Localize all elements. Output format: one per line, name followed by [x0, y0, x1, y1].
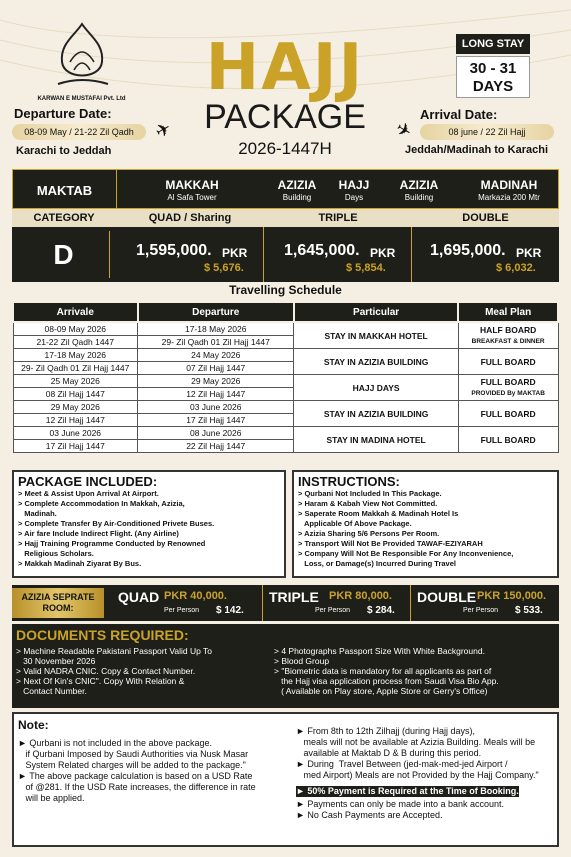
- documents-left-list: [16, 646, 271, 696]
- note-item: ► Payments can only be made into a bank account.: [296, 799, 505, 809]
- col-madinah: [459, 170, 559, 210]
- package-included-item: > Makkah Madinah Ziyarat By Bus.: [18, 559, 142, 568]
- document-item: > "Biometric data is mandatory for all applicants as part of: [274, 666, 492, 676]
- col-title: HAJJ: [338, 178, 370, 192]
- note-item: available at Maktab D & B during this period.: [296, 748, 482, 758]
- azizia-option: [262, 585, 408, 621]
- header-particular: Particular: [294, 302, 458, 322]
- meal-plan: [458, 427, 558, 453]
- azizia-option: [112, 585, 258, 621]
- note-box: [12, 712, 559, 847]
- plane-landing-icon: ✈: [392, 117, 416, 143]
- azizia-room-type: TRIPLE: [269, 589, 319, 605]
- price-currency: PKR: [370, 246, 396, 260]
- azizia-room-usd: $ 142.: [216, 605, 244, 616]
- instruction-item: > Haram & Kabah View Not Committed.: [298, 499, 438, 508]
- meal-plan-label: HALF BOARD: [480, 324, 537, 335]
- meal-plan: [458, 322, 558, 349]
- instruction-item: Applicable Of Above Package.: [298, 519, 412, 528]
- per-person-label: Per Person: [463, 607, 499, 614]
- note-item: ► 50% Payment is Required at the Time of Booking.: [296, 786, 519, 796]
- note-right-list: [296, 726, 558, 821]
- long-stay-badge: LONG STAY: [456, 34, 530, 54]
- departure-date: 03 June 2026: [138, 401, 294, 414]
- price-currency: PKR: [222, 246, 248, 260]
- arrival-label: Arrival Date:: [420, 107, 498, 122]
- col-azizia-1: [267, 170, 327, 210]
- schedule-row: [13, 427, 558, 440]
- azizia-room-label-2: ROOM:: [42, 603, 74, 613]
- instruction-item: > Transport Will Not Be Provided TAWAF-EZIYARAH: [298, 539, 483, 548]
- price-pkr: 1,695,000.: [430, 242, 506, 259]
- plane-takeoff-icon: ✈: [151, 117, 175, 143]
- col-title: MADINAH: [480, 178, 538, 192]
- departure-hijri-date: 12 Zil Hajj 1447: [138, 388, 294, 401]
- price-quad: [116, 227, 264, 282]
- stay-days-unit: DAYS: [472, 78, 514, 95]
- azizia-room-label: [12, 588, 104, 618]
- document-item: > 4 Photographs Passport Size With White Background.: [274, 646, 485, 656]
- schedule-table: [12, 301, 559, 453]
- departure-hijri-date: 07 Zil Hajj 1447: [138, 362, 294, 375]
- package-included-title: PACKAGE INCLUDED:: [18, 474, 158, 489]
- particular: STAY IN AZIZIA BUILDING: [294, 349, 458, 375]
- price-usd: $ 5,676.: [204, 262, 244, 274]
- document-item: the Hajj visa application process from Saudi Visa Bio App.: [274, 676, 499, 686]
- note-item: ► The above package calculation is based on a USD Rate: [18, 771, 253, 781]
- schedule-row: [13, 401, 558, 414]
- schedule-row: [13, 349, 558, 362]
- azizia-room-usd: $ 533.: [515, 605, 543, 616]
- meal-plan: [458, 375, 558, 401]
- particular: STAY IN MADINA HOTEL: [294, 427, 458, 453]
- meal-plan: [458, 401, 558, 427]
- arrival-hijri-date: 12 Zil Hajj 1447: [13, 414, 138, 427]
- col-sub: Days: [344, 193, 364, 202]
- instruction-item: Loss, or Damage(s) Incurred During Travel: [298, 559, 456, 568]
- note-item: of @281. If the USD Rate increases, the difference in rate: [18, 782, 256, 792]
- note-title: Note:: [18, 718, 49, 732]
- arrival-hijri-date: 29- Zil Qadh 01 Zil Hajj 1447: [13, 362, 138, 375]
- per-person-label: Per Person: [164, 607, 200, 614]
- room-type-double: DOUBLE: [462, 212, 509, 224]
- instruction-item: > Qurbani Not Included In This Package.: [298, 489, 442, 498]
- package-included-box: [12, 470, 286, 578]
- room-type-quad: QUAD / Sharing: [148, 212, 232, 224]
- azizia-room-pkr: PKR 150,000.: [477, 590, 547, 602]
- page-title: HAJJ: [205, 31, 365, 105]
- stay-days: [456, 56, 530, 98]
- particular: HAJJ DAYS: [294, 375, 458, 401]
- note-item: ► No Cash Payments are Accepted.: [296, 810, 443, 820]
- schedule-row: [13, 375, 558, 388]
- meal-plan: [458, 349, 558, 375]
- note-item: ► Qurbani is not included in the above package.: [18, 738, 213, 748]
- schedule-title: Travelling Schedule: [229, 283, 342, 297]
- price-currency: PKR: [516, 246, 542, 260]
- price-row: [12, 227, 559, 282]
- schedule-row: [13, 322, 558, 336]
- azizia-room-usd: $ 284.: [367, 605, 395, 616]
- documents-title: DOCUMENTS REQUIRED:: [16, 627, 189, 643]
- azizia-room-pkr: PKR 40,000.: [164, 590, 227, 602]
- instruction-item: > Company Will Not Be Responsible For Any Inconvenience,: [298, 549, 514, 558]
- col-azizia-2: [389, 170, 449, 210]
- departure-route: Karachi to Jeddah: [16, 145, 112, 157]
- azizia-room-pkr: PKR 80,000.: [329, 590, 392, 602]
- note-item: ► During Travel Between (jed-mak-med-jed Airport /: [296, 759, 508, 769]
- departure-date: 24 May 2026: [138, 349, 294, 362]
- particular: STAY IN MAKKAH HOTEL: [294, 322, 458, 349]
- document-item: 30 November 2026: [16, 656, 96, 666]
- note-left-list: [18, 738, 288, 804]
- particular: STAY IN AZIZIA BUILDING: [294, 401, 458, 427]
- arrival-date: 08-09 May 2026: [13, 322, 138, 336]
- arrival-date: 03 June 2026: [13, 427, 138, 440]
- meal-plan-label: FULL BOARD: [480, 434, 536, 445]
- package-included-item: Religious Scholars.: [18, 549, 94, 558]
- arrival-hijri-date: 08 Zil Hajj 1447: [13, 388, 138, 401]
- arrival-date: 08 june / 22 Zil Hajj: [420, 124, 554, 140]
- price-pkr: 1,595,000.: [136, 242, 212, 259]
- package-included-item: > Complete Accommodation In Makkah, Azizia,: [18, 499, 185, 508]
- col-sub: Markazia 200 Mtr: [478, 193, 540, 202]
- arrival-hijri-date: 17 Zil Hajj 1447: [13, 440, 138, 453]
- departure-date: 08-09 May / 21-22 Zil Qadh: [12, 124, 146, 140]
- year-label: 2026-1447H: [238, 139, 332, 158]
- document-item: > Valid NADRA CNIC. Copy & Contact Number.: [16, 666, 196, 676]
- document-item: Contact Number.: [16, 686, 87, 696]
- note-item: System Related charges will be added to the package.": [18, 760, 246, 770]
- instruction-item: > Azizia Sharing 5/6 Persons Per Room.: [298, 529, 440, 538]
- document-item: > Machine Readable Pakistani Passport Valid Up To: [16, 646, 213, 656]
- brand-name: KARWAN E MUSTAFAI Pvt. Ltd: [37, 96, 126, 102]
- instructions-box: [292, 470, 559, 578]
- note-item: med Airport) Meals are not Provided by the Hajj Company.": [296, 770, 539, 780]
- instructions-list: [298, 489, 553, 569]
- col-hajj: [329, 170, 379, 210]
- page-subtitle: PACKAGE: [204, 98, 366, 136]
- price-usd: $ 5,854.: [346, 262, 386, 274]
- note-item: ► From 8th to 12th Zilhajj (during Hajj days),: [296, 726, 475, 736]
- document-item: > Blood Group: [274, 656, 330, 666]
- col-sub: Building: [282, 193, 312, 202]
- price-usd: $ 6,032.: [496, 262, 536, 274]
- arrival-date: 25 May 2026: [13, 375, 138, 388]
- document-item: > Next Of Kin's CNIC". Copy With Relation &: [16, 676, 185, 686]
- category-label: CATEGORY: [33, 212, 95, 224]
- meal-plan-label: FULL BOARD: [480, 356, 536, 367]
- note-item: if Qurbani Imposed by Saudi Authorities via Nusk Masar: [18, 749, 249, 759]
- departure-hijri-date: 22 Zil Hajj 1447: [138, 440, 294, 453]
- price-triple: [264, 227, 412, 282]
- arrival-hijri-date: 21-22 Zil Qadh 1447: [13, 336, 138, 349]
- documents-box: [12, 624, 559, 708]
- col-makkah: [117, 170, 267, 210]
- maktab-cell: [13, 170, 117, 210]
- meal-plan-label: FULL BOARD: [480, 408, 536, 419]
- departure-label: Departure Date:: [14, 106, 112, 121]
- package-included-item: > Hajj Training Programme Conducted by Renowned: [18, 539, 206, 548]
- hotel-header-row: [12, 169, 559, 209]
- instruction-item: > Saperate Room Makkah & Madinah Hotel Is: [298, 509, 459, 518]
- azizia-room-bar: [12, 585, 559, 621]
- col-title: MAKKAH: [165, 178, 219, 192]
- header-arrival: Arrivale: [13, 302, 138, 322]
- price-double: [412, 227, 559, 282]
- documents-right-list: [274, 646, 557, 696]
- departure-date: 17-18 May 2026: [138, 322, 294, 336]
- departure-date: 29 May 2026: [138, 375, 294, 388]
- document-item: ( Available on Play store, Apple Store or Gerry's Office): [274, 686, 488, 696]
- meal-plan-note: BREAKFAST & DINNER: [471, 337, 545, 345]
- meal-plan-note: PROVIDED By MAKTAB: [471, 389, 545, 397]
- departure-hijri-date: 17 Zil Hajj 1447: [138, 414, 294, 427]
- package-included-item: > Meet & Assist Upon Arrival At Airport.: [18, 489, 159, 498]
- maktab-label: MAKTAB: [36, 183, 93, 198]
- arrival-date: 29 May 2026: [13, 401, 138, 414]
- note-item: meals will not be available at Azizia Building. Meals will be: [296, 737, 536, 747]
- col-title: AZIZIA: [399, 178, 439, 192]
- price-pkr: 1,645,000.: [284, 242, 360, 259]
- arrival-date: 17-18 May 2026: [13, 349, 138, 362]
- package-included-item: > Complete Transfer By Air-Conditioned Privete Buses.: [18, 519, 215, 528]
- stay-days-number: 30 - 31: [469, 60, 517, 77]
- package-included-item: Madinah.: [18, 509, 57, 518]
- category-row: [12, 209, 559, 227]
- room-type-triple: TRIPLE: [318, 212, 358, 224]
- header-meal-plan: Meal Plan: [458, 302, 558, 322]
- package-included-list: [18, 489, 280, 569]
- departure-date: 08 June 2026: [138, 427, 294, 440]
- col-sub: Building: [404, 193, 434, 202]
- header-departure: Departure: [138, 302, 294, 322]
- azizia-room-type: DOUBLE: [417, 589, 477, 605]
- category-value: D: [18, 231, 110, 278]
- azizia-room-type: QUAD: [118, 589, 160, 605]
- col-title: AZIZIA: [277, 178, 317, 192]
- azizia-room-label-1: AZIZIA SEPRATE: [21, 592, 95, 602]
- departure-hijri-date: 29- Zil Qadh 01 Zil Hajj 1447: [138, 336, 294, 349]
- arrival-route: Jeddah/Madinah to Karachi: [405, 144, 549, 156]
- calligraphy-logo-icon: [52, 22, 112, 92]
- note-item: will be applied.: [18, 793, 85, 803]
- meal-plan-label: FULL BOARD: [480, 376, 536, 387]
- col-sub: Al Safa Tower: [167, 193, 217, 202]
- package-included-item: > Air fare Include Indirect Flight. (Any Airline): [18, 529, 179, 538]
- instructions-title: INSTRUCTIONS:: [298, 474, 400, 489]
- schedule-header-row: [13, 302, 558, 322]
- per-person-label: Per Person: [315, 607, 351, 614]
- azizia-option: [410, 585, 556, 621]
